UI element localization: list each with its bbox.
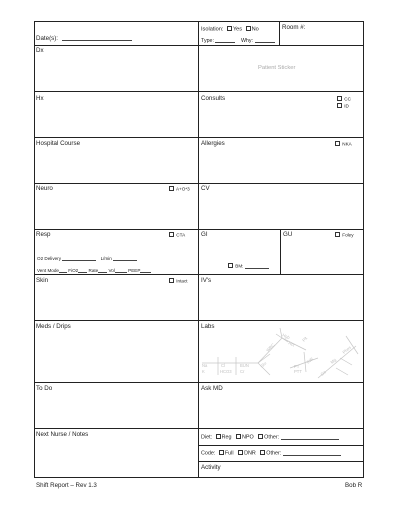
cc-checkbox[interactable]: [337, 96, 342, 101]
labs-label: Labs: [201, 323, 215, 330]
lytes-line: [340, 358, 352, 365]
lab-ca: Ca: [319, 369, 327, 377]
id-checkbox[interactable]: [337, 103, 342, 108]
consults-cc-check[interactable]: [337, 96, 351, 102]
lab-cl: Cl: [221, 363, 225, 368]
lab-phos: Phos: [341, 344, 352, 355]
row-divider: [34, 274, 364, 275]
diet-reg-checkbox[interactable]: [216, 434, 221, 439]
row-divider: [34, 91, 364, 92]
consults-label: Consults: [201, 95, 226, 102]
activity-label: Activity: [201, 464, 221, 471]
bm-checkbox[interactable]: [228, 263, 233, 268]
cc-label: CC: [344, 96, 351, 102]
fio2-label: FiO2: [68, 268, 79, 273]
lab-cr: Cr: [240, 369, 245, 374]
skin-label: Skin: [36, 277, 49, 284]
hospital-course-label: Hospital Course: [36, 140, 81, 147]
dx-label: Dx: [36, 47, 44, 54]
next-nurse-label: Next Nurse / Notes: [36, 431, 89, 438]
why-label: Why:: [240, 38, 254, 44]
vol-label: Vol: [108, 268, 115, 273]
diet-row: [201, 434, 339, 441]
peep-line: [140, 268, 151, 273]
code-full-label: Full: [224, 450, 234, 457]
footer-author: Bob R: [345, 482, 363, 489]
resp-check[interactable]: [169, 232, 185, 238]
isolation-yes-checkbox[interactable]: [227, 26, 232, 31]
dates-line: [62, 36, 132, 41]
lab-pt: PT: [294, 364, 300, 369]
dates-field[interactable]: [36, 36, 132, 42]
form-border-left: [34, 21, 35, 478]
lab-hgb: Hgb: [281, 332, 291, 341]
code-other-line: [283, 451, 341, 456]
diet-npo-label: NPO: [241, 434, 254, 441]
o2-delivery-line: [62, 256, 96, 261]
gi-label: GI: [201, 231, 208, 238]
allergies-label: Allergies: [201, 140, 225, 147]
isolation-no-checkbox[interactable]: [246, 26, 251, 31]
code-row: [201, 450, 341, 457]
nka-check[interactable]: [335, 141, 352, 147]
diet-other-line: [281, 435, 339, 440]
lab-wbc: WBC: [265, 342, 276, 353]
diet-other-label: Other:: [264, 434, 280, 441]
id-label: ID: [344, 103, 349, 109]
form-border-top: [34, 21, 364, 22]
fio2-line: [78, 268, 87, 273]
lab-bun: BUN: [240, 363, 249, 368]
rate-label: Rate: [88, 268, 99, 273]
neuro-check-label: A+O*3: [176, 186, 190, 192]
peep-label: PEEP: [128, 268, 141, 273]
isolation-yes-label: Yes: [232, 26, 243, 33]
lab-hct: Hct: [287, 340, 296, 348]
code-dnr-label: DNR: [244, 450, 256, 457]
code-label: Code:: [201, 450, 216, 457]
vent-settings-field[interactable]: [37, 268, 151, 274]
diet-npo-checkbox[interactable]: [236, 434, 241, 439]
isolation-field: [201, 26, 259, 33]
diet-label: Diet:: [201, 434, 213, 441]
resp-checkbox[interactable]: [169, 232, 174, 237]
neuro-check[interactable]: [169, 186, 190, 192]
row-divider: [198, 445, 364, 446]
gu-label: GU: [283, 231, 293, 238]
neuro-checkbox[interactable]: [169, 186, 174, 191]
vol-line: [115, 268, 127, 273]
lab-na: Na: [202, 363, 208, 368]
row-divider: [34, 428, 364, 429]
diet-other-checkbox[interactable]: [258, 434, 263, 439]
type-line: [215, 38, 235, 43]
row-divider: [198, 461, 364, 462]
row-divider: [34, 45, 364, 46]
resp-check-label: CTA: [176, 232, 186, 238]
row-divider: [34, 229, 364, 230]
lmin-label: L/min: [100, 256, 112, 261]
foley-label: Foley: [342, 232, 354, 238]
consults-id-check[interactable]: [337, 103, 349, 109]
resp-label: Resp: [36, 231, 51, 238]
nka-label: NKA: [342, 141, 352, 147]
bm-field[interactable]: [228, 263, 269, 269]
code-other-checkbox[interactable]: [260, 450, 265, 455]
nka-checkbox[interactable]: [335, 141, 340, 146]
rate-line: [98, 268, 107, 273]
lab-ptt: PTT: [294, 369, 302, 374]
row-divider: [34, 183, 364, 184]
lab-k: K: [202, 369, 205, 374]
code-full-checkbox[interactable]: [219, 450, 224, 455]
bm-label: BM:: [235, 263, 244, 269]
row-divider: [34, 137, 364, 138]
o2-delivery-field[interactable]: [37, 256, 137, 262]
room-divider: [279, 21, 280, 46]
o2-delivery-label: O2 Delivery: [37, 256, 61, 261]
form-center-divider: [198, 21, 199, 478]
why-line: [255, 38, 275, 43]
type-label: Type:: [201, 38, 214, 44]
vent-mode-line: [59, 268, 67, 273]
lmin-line: [113, 256, 137, 261]
footer-revision: Shift Report – Rev 1.3: [36, 482, 97, 489]
skin-checkbox[interactable]: [169, 278, 174, 283]
hx-label: Hx: [36, 95, 44, 102]
lab-mg: Mg: [329, 357, 338, 365]
lab-plt: Plt: [301, 335, 309, 343]
isolation-label: Isolation:: [201, 26, 224, 33]
foley-check[interactable]: [335, 232, 354, 238]
vent-mode-label: Vent Mode: [37, 268, 59, 273]
lytes-line: [336, 368, 348, 375]
todo-label: To Do: [36, 385, 53, 392]
row-divider: [34, 382, 364, 383]
lab-glu: Glu: [259, 360, 268, 369]
gi-gu-divider: [280, 229, 281, 275]
foley-checkbox[interactable]: [335, 232, 340, 237]
form-border-bottom: [34, 477, 364, 478]
skin-check[interactable]: [169, 278, 188, 284]
skin-check-label: Intact: [176, 278, 188, 284]
meds-label: Meds / Drips: [36, 323, 71, 330]
labs-diagram: [198, 320, 364, 382]
bm-line: [245, 264, 269, 269]
code-dnr-checkbox[interactable]: [238, 450, 243, 455]
cv-label: CV: [201, 185, 210, 192]
room-label: Room #:: [282, 24, 306, 31]
ivs-label: IV's: [201, 277, 212, 284]
form-border-right: [363, 21, 364, 478]
neuro-label: Neuro: [36, 185, 53, 192]
dates-label: Date(s):: [36, 35, 59, 42]
ask-md-label: Ask MD: [201, 385, 223, 392]
lab-inr: INR: [305, 356, 315, 365]
patient-sticker-placeholder: Patient Sticker: [258, 65, 296, 71]
isolation-no-label: No: [251, 26, 259, 33]
diet-reg-label: Reg: [221, 434, 232, 441]
lab-hco3: HCO3: [220, 369, 232, 374]
code-other-label: Other:: [266, 450, 282, 457]
isolation-type-field[interactable]: [201, 38, 275, 44]
